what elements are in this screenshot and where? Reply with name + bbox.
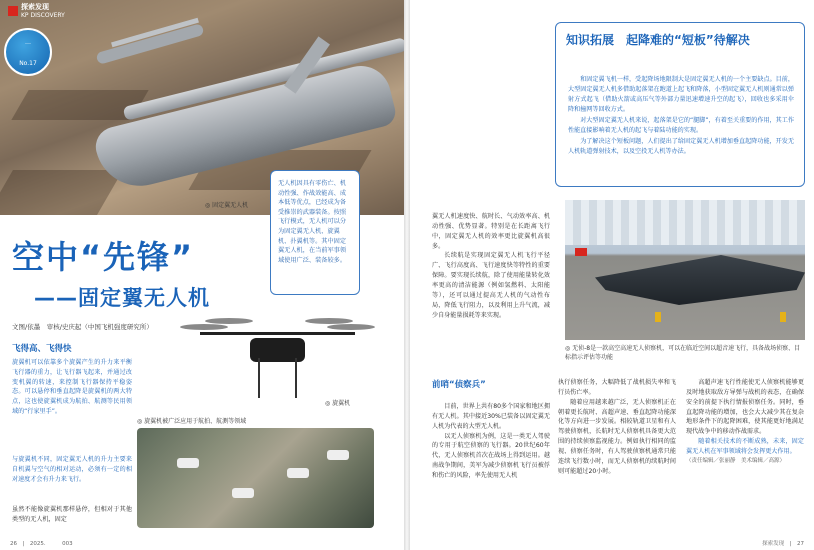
knowledge-box-text: 和固定翼飞机一样，受起降场地限制大是固定翼无人机的一个主要缺点。目前，大型固定翼无人机多借助起落架在跑道上起飞和降落，小型固定翼无人机则通常以弹射方式起飞（借助火箭或高压气等外部力量迅速增速升空的起飞），回收也多采用伞降和撞网等回收方式。 对大型固定翼无人机来说，起落架是它的“腿脚”，有着至关重要的作用，其工作性能直接影响着无人机的起飞与着陆功能的实现。 为了解决这个短板问题，人们提出了给固定翼无人机增加垂直起降功能，开发无人机轨道弹射技术，以及空投无人机等办法。 xyxy=(568,76,794,156)
section-heading-1: 飞得高、飞得快 xyxy=(12,344,72,354)
article-subtitle: ——固定翼无人机 xyxy=(34,286,210,310)
aerial-survey-photo xyxy=(137,428,374,528)
hero-caption: ◎ 固定翼无人机 xyxy=(205,202,249,209)
intro-sidebar: 无人机因具有零伤亡、机动性强、作战效能高、成本低等优点，已经成为备受推崇的武器装备。按照飞行模式，无人机可以分为固定翼无人机、旋翼机、扑翼机等。其中固定翼无人机，在当前军事领域使用广泛、装备较多。 xyxy=(270,170,360,295)
quadcopter-photo xyxy=(180,318,375,398)
stealth-drone xyxy=(595,255,805,305)
footer-left: 26 | 2025. 003 xyxy=(10,541,73,547)
knowledge-box xyxy=(555,22,805,187)
right-column-3: 高超声速飞行性能使无人侦察机能够更及时地获取敌方导弹与战机的表态，在确保安全的前提下执行情报侦察任务。同时，垂直起降功能的增加，也会大大减少其在复杂地形条件下的起降困难，使其能更好地满足现代战争中的移动作战需求。 随着相关技术的不断成熟，未来，固定翼无人机在军事领域将会发挥更大作用。 （责任编辑／张丽静 美术编辑／高源） xyxy=(686,379,804,464)
section1-paragraph-2: 与旋翼机不同，固定翼无人机的升力主要来自机翼与空气的相对运动，必须有一定的相对速度才会有升力来飞行。 xyxy=(12,456,132,483)
article-title: 空中“先锋” xyxy=(12,238,195,276)
quad-caption: ◎ 旋翼机 xyxy=(325,400,351,407)
section-heading-2: 前哨“侦察兵” xyxy=(432,380,486,390)
footer-right: 探索发现 | 27 xyxy=(762,541,804,547)
left-column-continuation: 翼无人机速度快、航时长、气动效率高、机动性强、优势显著。特别是在长距离飞行中，固定翼无人机的效率更比旋翼机高很多。 长续航是实现固定翼无人机飞行平径广、飞行高度高、飞行速度快等特性的重要保障。要实现长续航，除了使用能量转化效率更高的清洁能源（例如氢燃料、太阳能等），还可以通过提高无人机的气动性布局，降低飞行阻力，以及利用上升气流，减少自身能量损耗等来实现。 xyxy=(432,213,550,319)
magazine-name-en: KP DISCOVERY xyxy=(21,12,65,19)
stealth-drone-photo xyxy=(565,200,805,340)
byline: 文图/依墨 审核/史庆起（中国飞机强度研究所） xyxy=(12,323,153,331)
knowledge-box-title: 知识拓展 起降难的“短板”待解决 xyxy=(566,33,750,47)
right-column-2: 执行侦察任务，大幅降低了战机损失率和飞行员伤亡率。 随着应用越来越广泛，无人侦察机正在朝着更长航时、高超声速、垂直起降功能深化等方向进一步发展。相较轨道卫星和有人驾驶侦察机，长航时无人侦察机具备更大范围的持续侦察监视能力。例如执行相同的监视、侦察任务时，有人驾驶侦察机通常只能连续飞行数小时，而无人侦察机的续航时间则可能超过20小时。 xyxy=(558,379,676,475)
right-page xyxy=(410,0,814,550)
left-page xyxy=(0,0,404,550)
section1-paragraph-1: 旋翼机可以依靠多个旋翼产生的升力来平衡飞行器的重力，让飞行器飞起来，并通过改变机翼的转速，来控制飞行器保持平稳姿态。可以悬停和垂直起降是旋翼机的两大特点，这也使旋翼机成为航拍、航测等民用领域的“行家里手”。 xyxy=(12,359,132,415)
magazine-name-cn: 探索发现 xyxy=(21,3,49,11)
flag-icon xyxy=(575,248,587,256)
issue-badge: … No.17 xyxy=(4,28,52,76)
hangar-caption: ◎ 无侦-8是一款高空高速无人侦察机，可以在临近空间以超音速飞行，具备战场侦察、目标指示评估等功能 xyxy=(565,345,801,361)
photo2-caption: ◎ 旋翼机被广泛应用于航拍、航测等领域 xyxy=(137,418,247,425)
logo-square-icon xyxy=(8,6,18,16)
section2-text: 目前，世界上共有80多个国家和地区拥有无人机。其中接近30%已装备以固定翼无人机为代表的大型无人机。 以无人侦察机为例，这是一类无人驾驶的专用于航空侦察的飞行器。20世纪60年代，无人侦察机首次在战场上得到运用。越南战争期间，美军为减少侦察机飞行员被俘和伤亡的风险，率先使用无人机 xyxy=(432,403,550,480)
section1-paragraph-3: 虽然不能像旋翼机那样悬停，但相对于其他类型的无人机，固定 xyxy=(12,506,132,523)
magazine-logo xyxy=(8,2,65,19)
